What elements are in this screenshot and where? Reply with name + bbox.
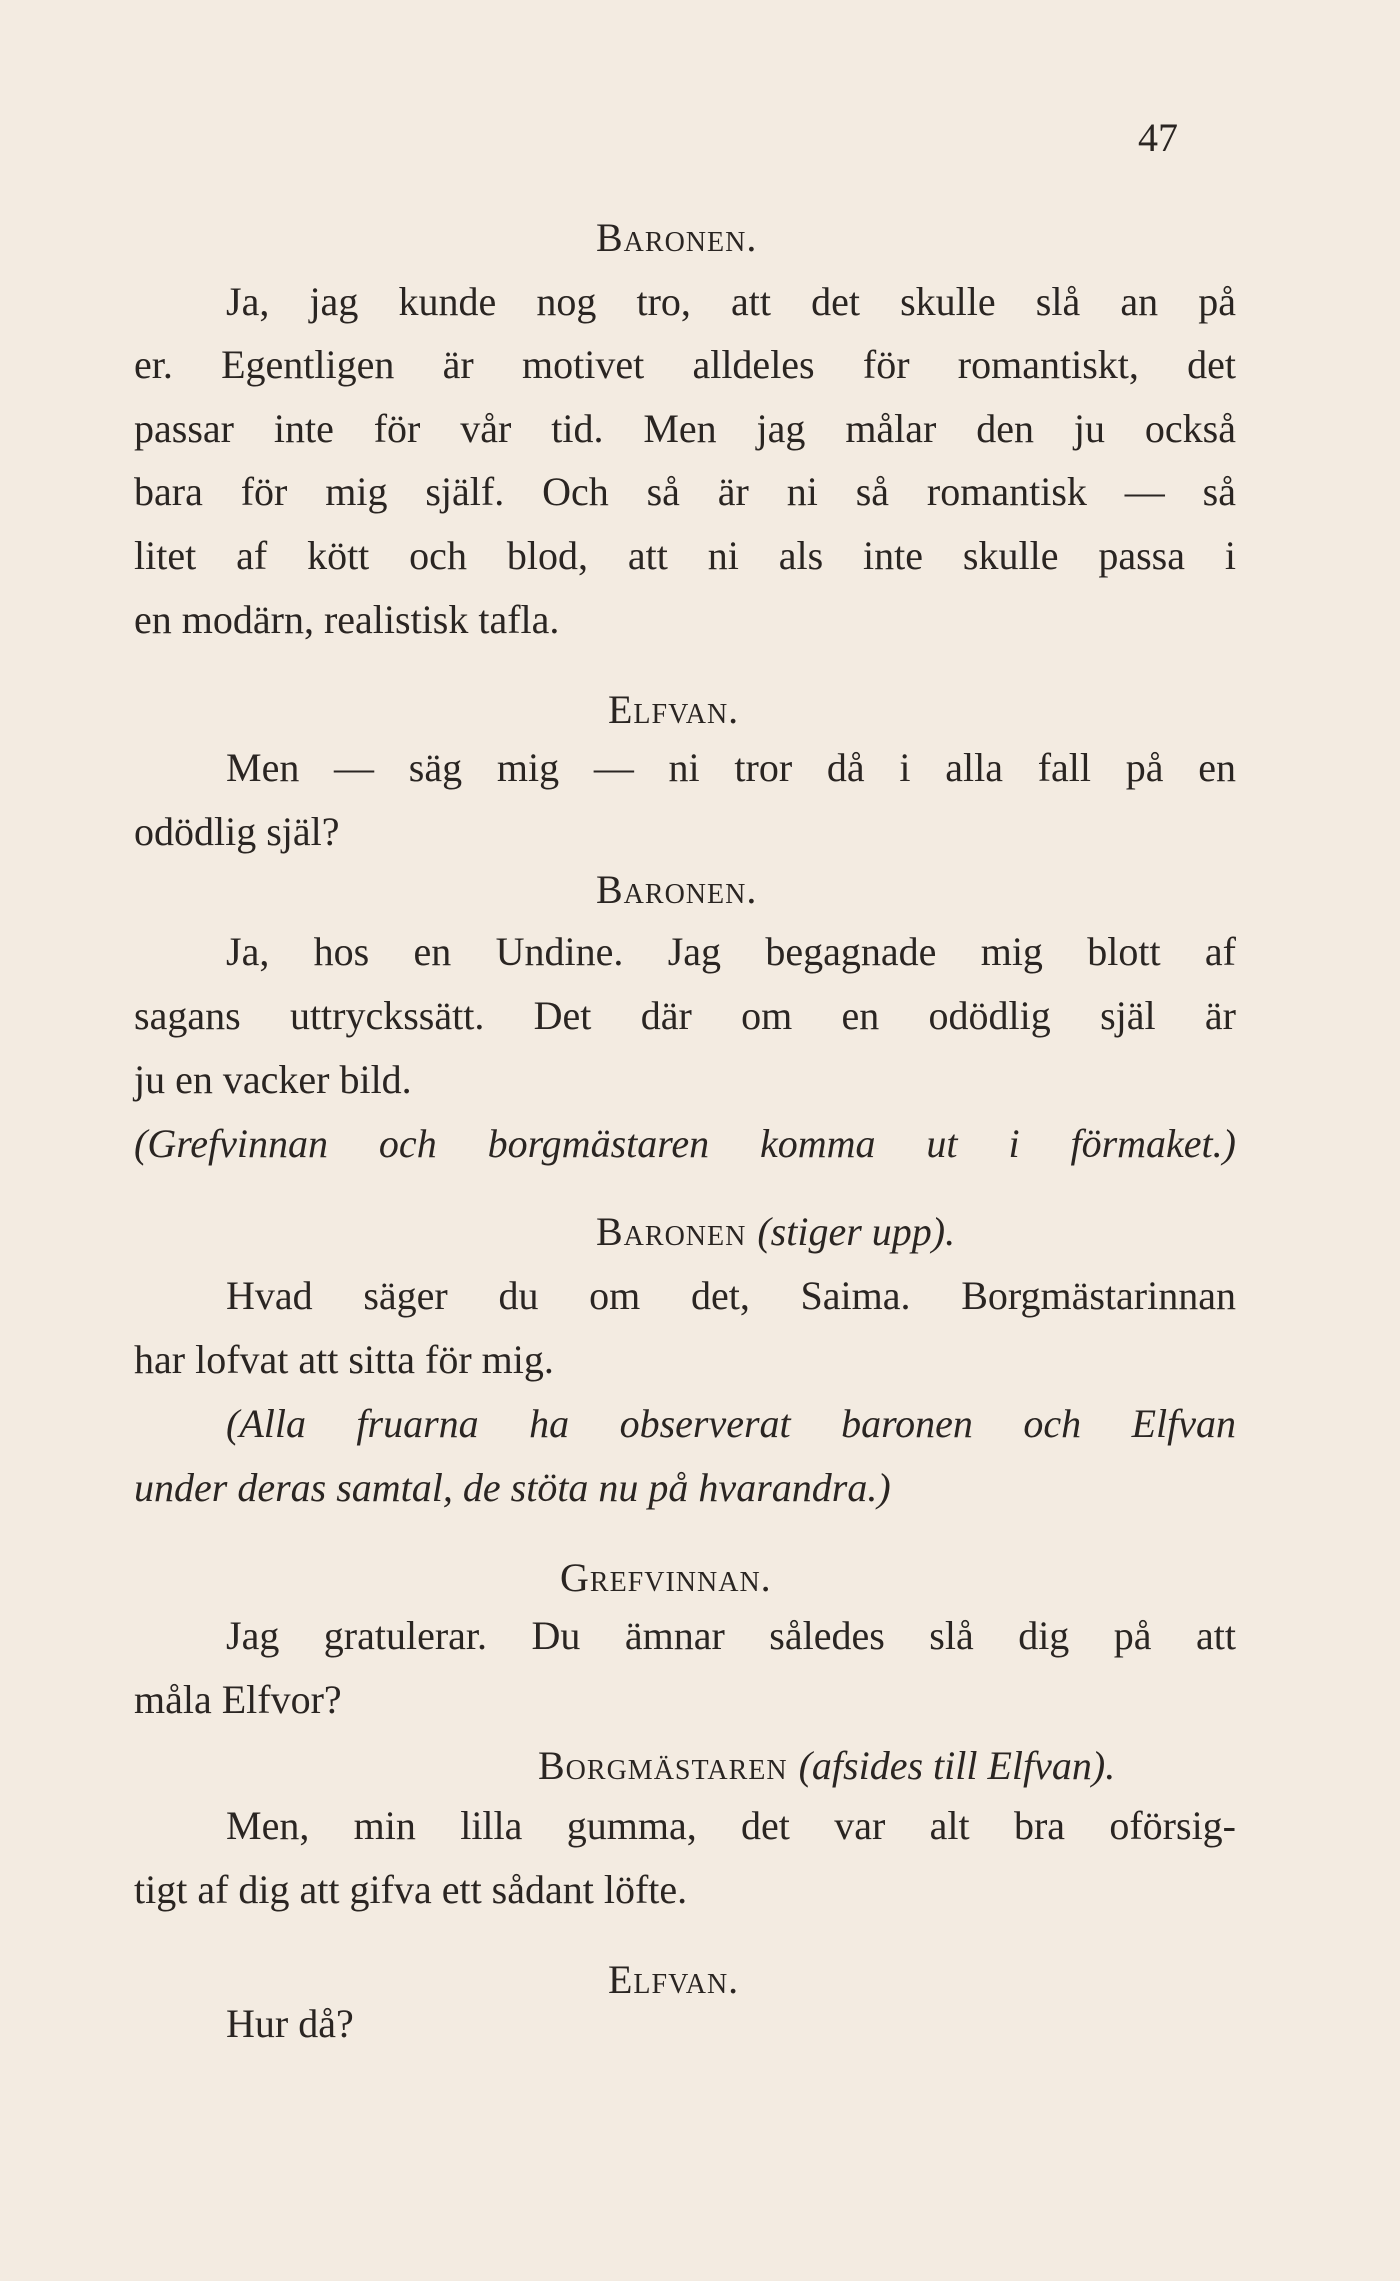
- text-line: sagans uttryckssätt. Det där om en odödlig själ är: [134, 993, 1236, 1038]
- stage-direction: (Grefvinnan och borgmästaren komma ut i förmaket.): [134, 1121, 1236, 1166]
- text-line: Hur då?: [226, 2001, 354, 2046]
- text-line: Men — säg mig — ni tror då i alla fall på en: [226, 745, 1236, 790]
- stage-direction: (Alla fruarna ha observerat baronen och Elfvan: [226, 1401, 1236, 1446]
- speaker-name: Baronen.: [596, 867, 758, 912]
- text-line: tigt af dig att gifva ett sådant löfte.: [134, 1867, 688, 1912]
- text-line: ju en vacker bild.: [134, 1057, 412, 1102]
- text-line: en modärn, realistisk tafla.: [134, 597, 560, 642]
- speaker-direction: (stiger upp).: [757, 1209, 956, 1254]
- text-line: Ja, jag kunde nog tro, att det skulle slå an på: [226, 279, 1236, 324]
- text-line: odödlig själ?: [134, 809, 340, 854]
- speaker-heading: [596, 1209, 956, 1254]
- text-line: litet af kött och blod, att ni als inte skulle passa i: [134, 533, 1236, 578]
- text-line: Men, min lilla gumma, det var alt bra oförsig-: [226, 1803, 1236, 1848]
- stage-direction: under deras samtal, de stöta nu på hvarandra.): [134, 1465, 891, 1510]
- speaker-heading: [538, 1743, 1116, 1788]
- speaker-name: Baronen: [596, 1209, 747, 1254]
- text-line: Jag gratulerar. Du ämnar således slå dig på att: [226, 1613, 1236, 1658]
- page-number: 47: [1138, 115, 1178, 160]
- text-line: måla Elfvor?: [134, 1677, 342, 1722]
- text-line: passar inte för vår tid. Men jag målar den ju också: [134, 406, 1236, 451]
- text-line: er. Egentligen är motivet alldeles för romantiskt, det: [134, 342, 1236, 387]
- text-line: bara för mig själf. Och så är ni så romantisk — så: [134, 469, 1236, 514]
- text-line: Hvad säger du om det, Saima. Borgmästarinnan: [226, 1273, 1236, 1318]
- speaker-name: Borgmästaren: [538, 1743, 788, 1788]
- text-line: har lofvat att sitta för mig.: [134, 1337, 554, 1382]
- text-line: Ja, hos en Undine. Jag begagnade mig blott af: [226, 929, 1236, 974]
- speaker-name: Elfvan.: [608, 1957, 740, 2002]
- speaker-name: Baronen.: [596, 215, 758, 260]
- speaker-name: Grefvinnan.: [560, 1555, 772, 1600]
- speaker-direction: (afsides till Elfvan).: [798, 1743, 1116, 1788]
- speaker-name: Elfvan.: [608, 687, 740, 732]
